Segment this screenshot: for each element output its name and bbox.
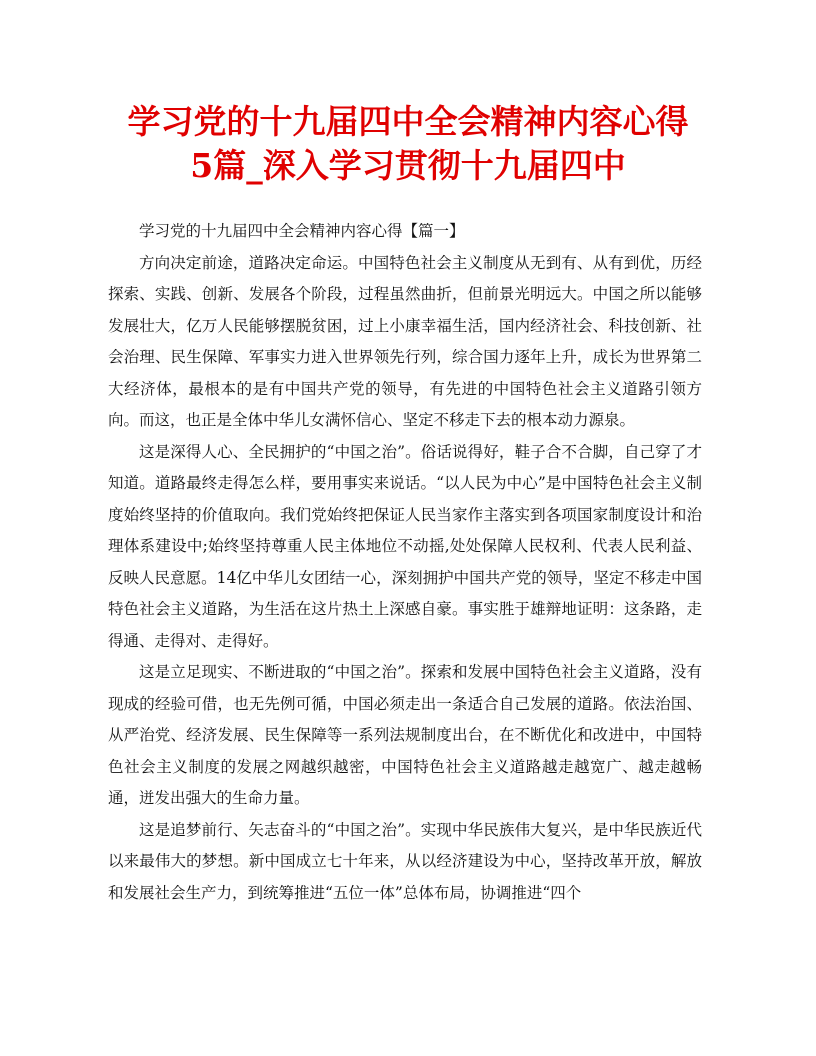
document-title [96, 100, 720, 188]
section-heading: 学习党的十九届四中全会精神内容心得【篇一】 [139, 222, 465, 240]
document-body [108, 216, 702, 909]
paragraph-4: 这是追梦前行、矢志奋斗的“中国之治”。实现中华民族伟大复兴，是中华民族近代以来最伟大的梦想。新中国成立七十年来，从以经济建设为中心，坚持改革开放，解放和发展社会生产力，到统筹推进“五位一体”总体布局，协调推进“四个 [108, 820, 702, 902]
paragraph-1: 方向决定前途，道路决定命运。中国特色社会主义制度从无到有、从有到优，历经探索、实践、创新、发展各个阶段，过程虽然曲折，但前景光明远大。中国之所以能够发展壮大，亿万人民能够摆脱贫困，过上小康幸福生活，国内经济社会、科技创新、社会治理、民生保障、军事实力进入世界领先行列，综合国力逐年上升，成长为世界第二大经济体，最根本的是有中国共产党的领导，有先进的中国特色社会主义道路引领方向。而这，也正是全体中华儿女满怀信心、坚定不移走下去的根本动力源泉。 [108, 253, 702, 429]
paragraph-2: 这是深得人心、全民拥护的“中国之治”。俗话说得好，鞋子合不合脚，自己穿了才知道。道路最终走得怎么样，要用事实来说话。“以人民为中心”是中国特色社会主义制度始终坚持的价值取向。我们党始终把保证人民当家作主落实到各项国家制度设计和治理体系建设中;始终坚持尊重人民主体地位不动摇,处处保障人民权利、代表人民利益、反映人民意愿。14亿中华儿女团结一心，深刻拥护中国共产党的领导，坚定不移走中国特色社会主义道路，为生活在这片热土上深感自豪。事实胜于雄辩地证明：这条路，走得通、走得对、走得好。 [108, 442, 702, 650]
title-line-1: 学习党的十九届四中全会精神内容心得 [127, 102, 689, 141]
paragraph-3: 这是立足现实、不断进取的“中国之治”。探索和发展中国特色社会主义道路，没有现成的经验可借，也无先例可循，中国必须走出一条适合自己发展的道路。依法治国、从严治党、经济发展、民生保障等一系列法规制度出台，在不断优化和改进中，中国特色社会主义制度的发展之网越织越密，中国特色社会主义道路越走越宽广、越走越畅通，迸发出强大的生命力量。 [108, 663, 702, 807]
title-line-2: 5篇_深入学习贯彻十九届四中 [190, 146, 626, 185]
